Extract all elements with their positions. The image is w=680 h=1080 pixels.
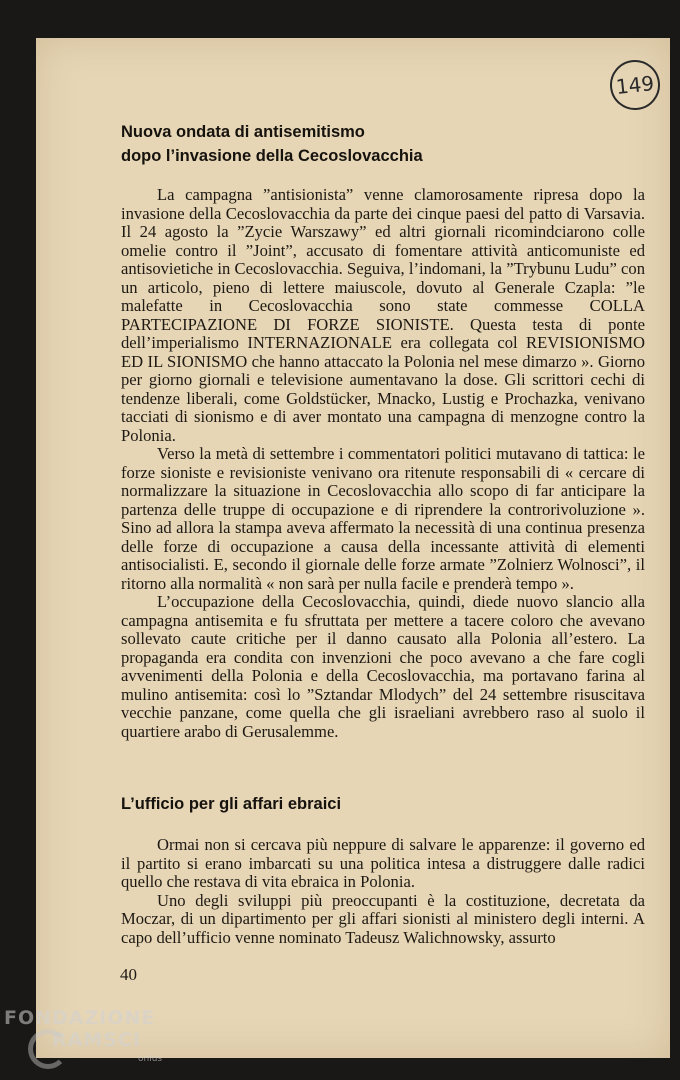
paragraph: La campagna ”antisionista” venne clamorosamente ripresa dopo la invasione della Cecoslovacchia da parte dei cinque paesi del patto di Varsavia. Il 24 agosto la ”Zycie Warszawy” ed altri giornali ricomindciarono colle omelie contro il ”Joint”, accusato di fomentare attività anticomuniste ed antisovietiche in Cecoslovacchia. Seguiva, l’indomani, la ”Trybunu Ludu” con un articolo, pieno di lettere maiuscole, dovuto al Generale Czapla: ”le malefatte in Cecoslovacchia sono state commesse COLLA PARTECIPAZIONE DI FORZE SIONISTE. Questa testa di ponte dell’imperialismo INTERNAZIONALE era collegata col REVISIONISMO ED IL SIONISMO che hanno attaccato la Polonia nel mese dimarzo ». Giorno per giorno giornali e televisione aumentavano la dose. Gli scrittori cechi di tendenze liberali, come Goldstücker, Mnacko, Lustig e Prochazka, venivano tacciati di sionismo e di aver montato una campagna di menzogne contro la Polonia. [121, 185, 645, 445]
watermark-line-2: RAMSCI [52, 1029, 141, 1051]
handwritten-page-number: 149 [608, 58, 663, 113]
paragraph: Verso la metà di settembre i commentatori politici mutavano di tattica: le forze sioniste e revisioniste venivano ora ritenute responsabili di « cercare di normalizzare la situazione in Cecoslovacchia allo scopo di far anticipare la partenza delle truppe di occupazione e di riprendere la controrivoluzione ». Sino ad allora la stampa aveva affermato la necessità di una continua presenza delle forze di occupazione a causa della incessante attività di elementi antisocialisti. E, secondo il giornale delle forze armate ”Zolnierz Wolnosci”, il ritorno alla normalità « non sarà per nulla facile e prenderà tempo ». [121, 444, 645, 593]
section-2-body [121, 836, 645, 947]
watermark-logo [4, 1007, 163, 1064]
watermark-line-1: FONDAZIONE [4, 1007, 156, 1029]
section-1-body [121, 186, 645, 741]
paragraph: L’occupazione della Cecoslovacchia, quindi, diede nuovo slancio alla campagna antisemita e fu sfruttata per mettere a tacere coloro che avevano sollevato caute critiche per il danno causato alla Polonia all’estero. La propaganda era condita con invenzioni che poco avevano a che fare cogli avvenimenti della Polonia e della Cecoslovacchia, ma portavano farina al mulino antisemita: così lo ”Sztandar Mlodych” del 24 settembre risuscitava vecchie panzane, come quella che gli israeliani avrebbero raso al suolo il quartiere arabo di Gerusalemme. [121, 592, 645, 741]
section-1-heading [121, 120, 645, 168]
watermark-line-3: onlus [138, 1054, 163, 1064]
section-1-title-line-1: Nuova ondata di antisemitismo [121, 123, 365, 141]
page-number: 40 [120, 965, 137, 984]
section-2-heading [121, 792, 645, 816]
section-1-title-line-2: dopo l’invasione della Cecoslovacchia [121, 147, 423, 165]
gramsci-logo-icon [28, 1029, 68, 1069]
paragraph: Ormai non si cercava più neppure di salvare le apparenze: il governo ed il partito si erano imbarcati su una politica intesa a distruggere dalle radici quello che restava di vita ebraica in Polonia. [121, 835, 645, 891]
section-2-title: L’ufficio per gli affari ebraici [121, 795, 342, 813]
paragraph: Uno degli sviluppi più preoccupanti è la costituzione, decretata da Moczar, di un dipartimento per gli affari sionisti al ministero degli interni. A capo dell’ufficio venne nominato Tadeusz Walichnowsky, assurto [121, 890, 645, 947]
